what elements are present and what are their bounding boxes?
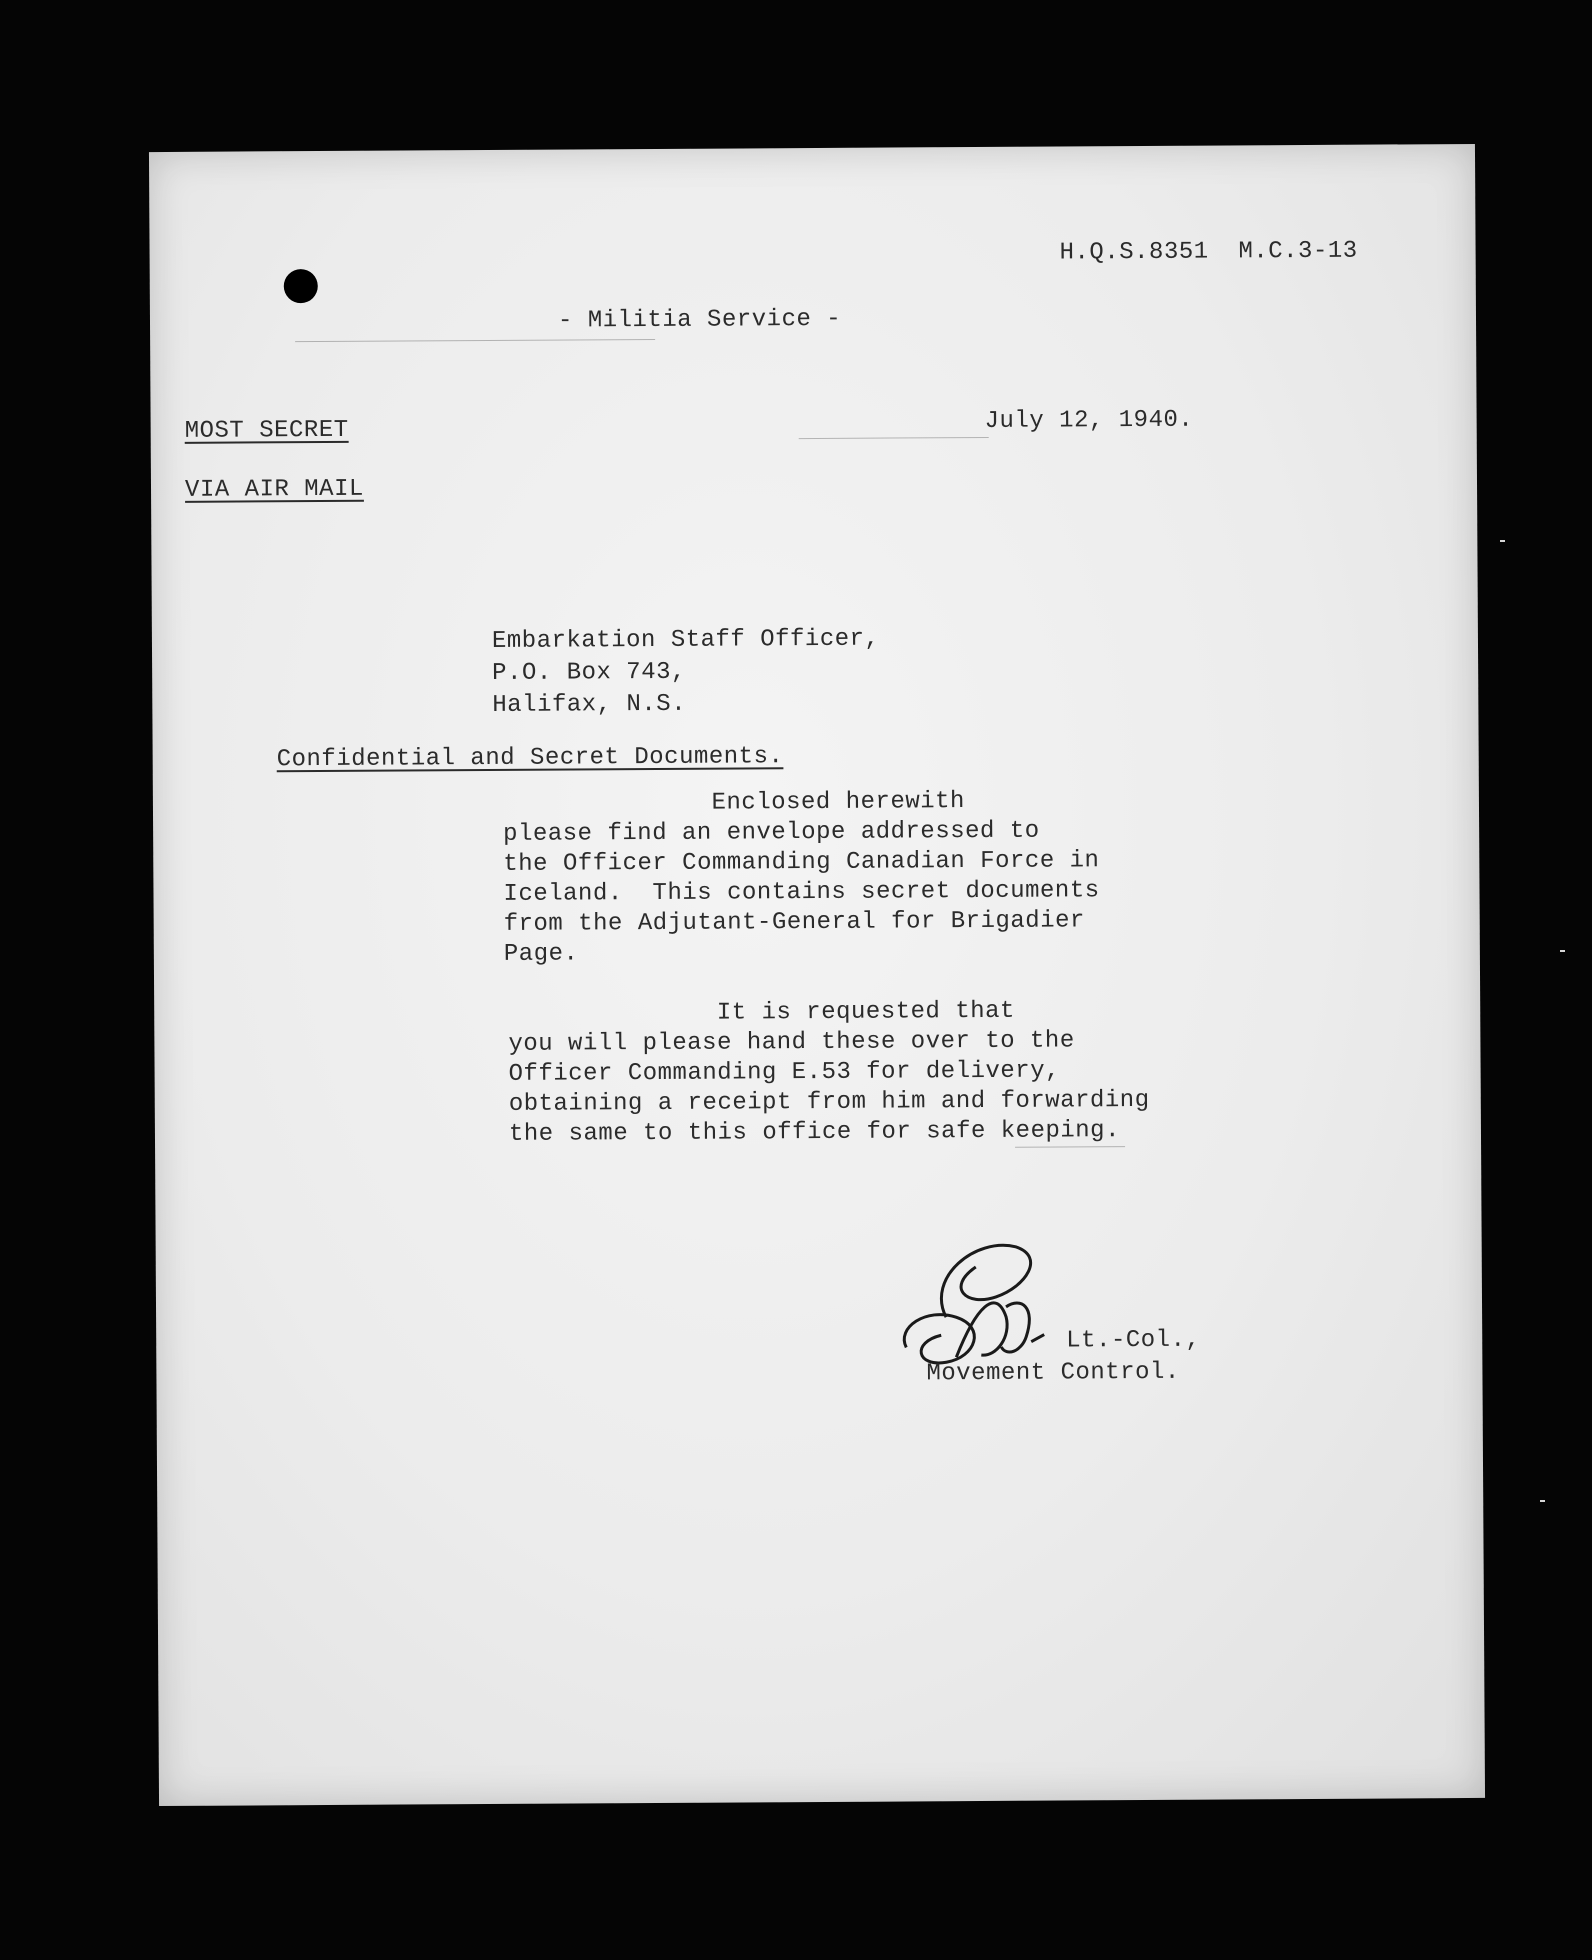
date-rule [799,437,989,439]
letter-date: July 12, 1940. [984,406,1194,435]
film-speck [1560,950,1565,952]
body-line: you will please hand these over to the [508,1027,1075,1058]
body-line: from the Adjutant-General for Brigadier [503,907,1085,938]
subject-line: Confidential and Secret Documents. [276,743,784,774]
addressee-line: Halifax, N.S. [492,690,687,719]
classification-stamp: MOST SECRET [184,416,349,445]
film-speck [1500,540,1505,542]
rule-line [295,339,655,342]
delivery-method: VIA AIR MAIL [184,475,364,504]
punch-hole [284,269,318,303]
film-speck [1540,1500,1545,1502]
body-line: the same to this office for safe keeping. [508,1117,1121,1148]
signatory-unit: Movement Control. [926,1358,1180,1388]
body-line: please find an envelope addressed to [503,817,1040,848]
body-line: It is requested that [508,997,1015,1028]
body-line: obtaining a receipt from him and forwarding [508,1086,1150,1118]
body-line: Page. [503,940,579,968]
addressee-line: P.O. Box 743, [492,658,686,687]
body-line: Officer Commanding E.53 for delivery, [508,1057,1061,1088]
service-heading: - Militia Service - [557,305,842,335]
letter-page [149,144,1485,1806]
body-line: Enclosed herewith [502,788,966,818]
addressee-line: Embarkation Staff Officer, [491,625,880,655]
signatory-rank: Lt.-Col., [1066,1326,1201,1355]
body-line: Iceland. This contains secret documents [503,877,1100,908]
rule-line [1015,1146,1125,1148]
file-reference: H.Q.S.8351 M.C.3-13 [1059,237,1358,267]
body-line: the Officer Commanding Canadian Force in [503,847,1100,878]
